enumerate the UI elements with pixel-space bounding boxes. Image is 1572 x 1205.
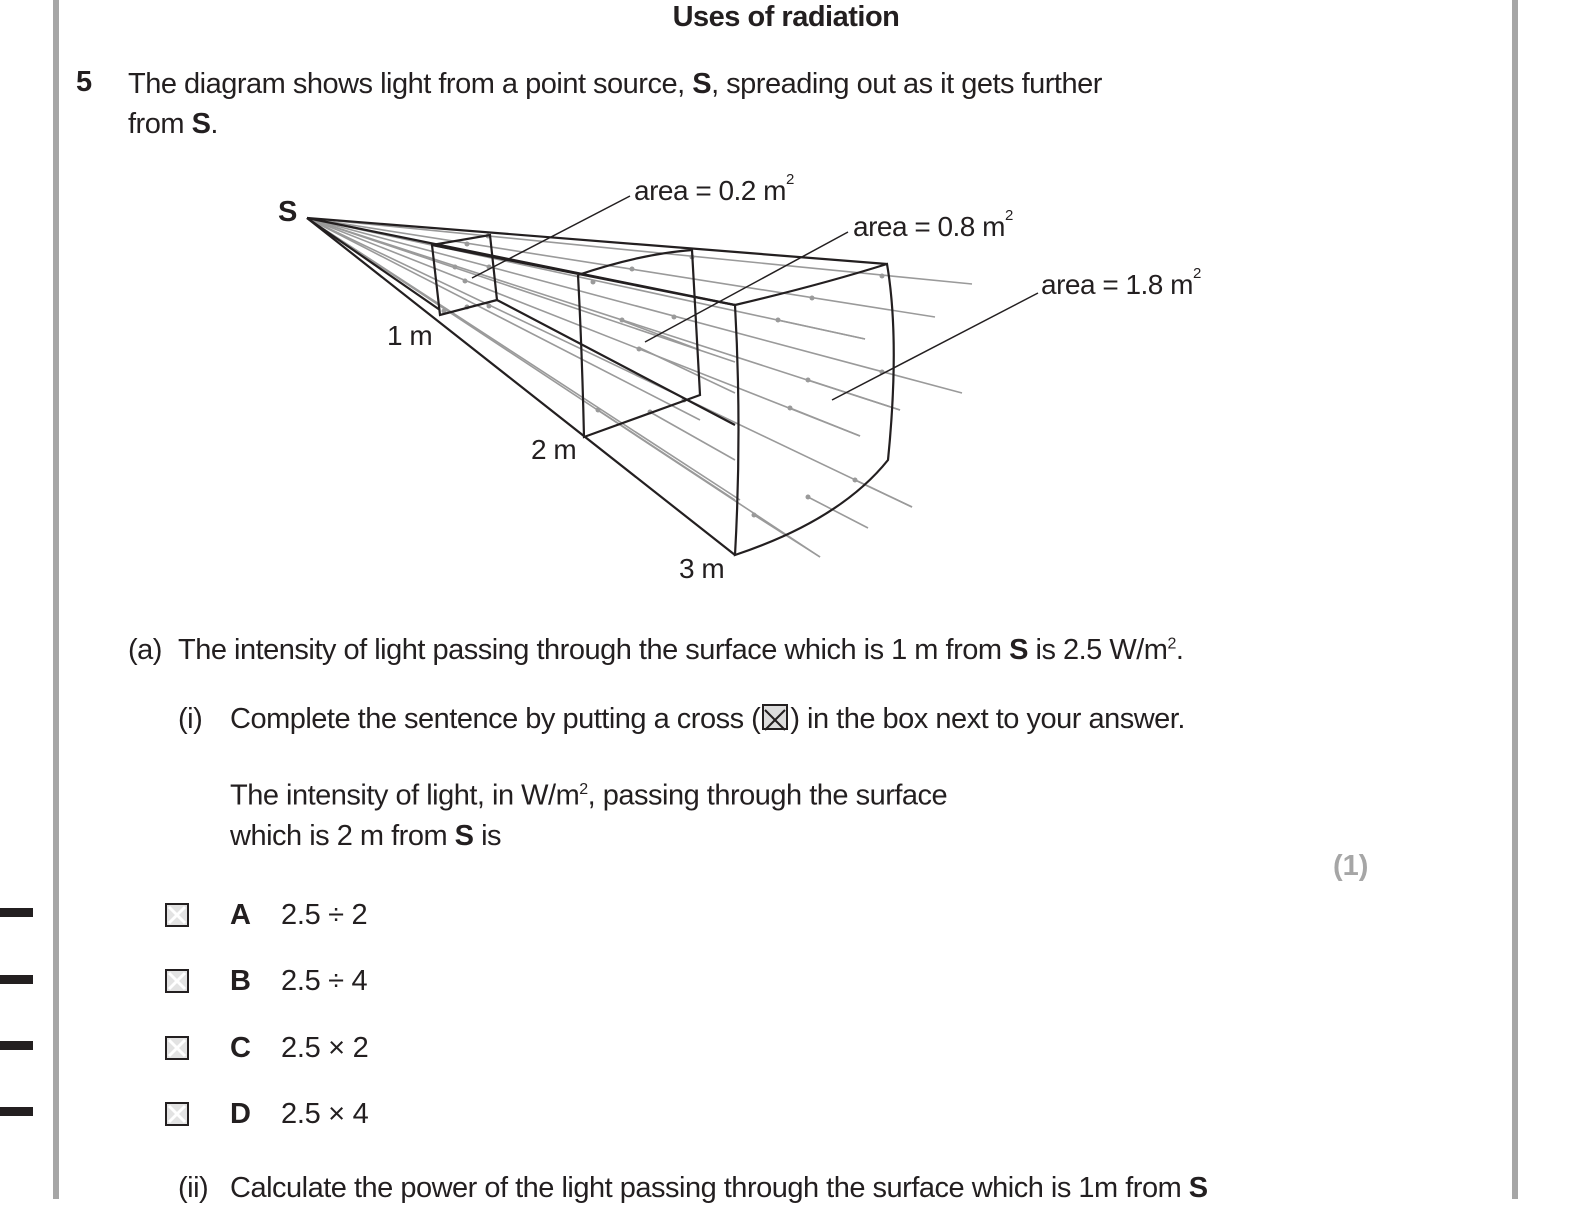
part-a-text-segment: The intensity of light passing through the surface which is 1 m from: [178, 634, 1010, 666]
part-ii-text-segment: Calculate the power of the light passing through the surface which is 1m from: [230, 1172, 1189, 1204]
stem-text: , passing through the surface: [587, 779, 948, 812]
question-number: 5: [76, 66, 93, 98]
source-symbol: S: [1188, 1172, 1208, 1204]
instruction-text: in the box next to your answer.: [799, 703, 1185, 735]
cross-box-example: ( ): [751, 703, 800, 735]
source-label: S: [278, 196, 298, 228]
option-expression: 2.5 × 4: [281, 1097, 369, 1130]
marks-indicator: (1): [1333, 850, 1369, 882]
option-letter: A: [230, 898, 251, 931]
option-expression: 2.5 ÷ 2: [281, 898, 368, 931]
source-symbol: S: [1009, 634, 1028, 666]
option-b[interactable]: [165, 964, 368, 997]
area-label-0-8: [853, 207, 1013, 243]
pyramid-outline: [307, 218, 894, 555]
question-text-part: from: [128, 108, 192, 140]
option-letter: C: [230, 1031, 251, 1064]
faint-cross-icon: [167, 1038, 187, 1058]
distance-label-1m: 1 m: [387, 320, 433, 351]
stem-text: The intensity of light, in W/m: [230, 779, 580, 812]
part-a-text-segment: .: [1175, 634, 1184, 666]
margin-tick: [0, 908, 33, 917]
answer-checkbox-b[interactable]: [165, 969, 189, 993]
area-exponent: 2: [785, 171, 794, 188]
page-title: Uses of radiation: [672, 1, 900, 33]
option-c[interactable]: [165, 1031, 369, 1064]
unit-exponent: 2: [579, 781, 588, 798]
option-expression: 2.5 × 2: [281, 1031, 369, 1064]
answer-checkbox-c[interactable]: [165, 1036, 189, 1060]
stem-text: is: [473, 819, 502, 852]
unit-exponent: 2: [1167, 635, 1176, 653]
source-symbol: S: [692, 68, 712, 100]
stem-text: which is 2 m from: [230, 819, 455, 852]
margin-tick: [0, 975, 33, 984]
part-ii-label: (ii): [178, 1172, 209, 1204]
option-d[interactable]: [165, 1097, 369, 1130]
part-a-text: [128, 634, 1183, 667]
question-text-part: The diagram shows light from a point source,: [128, 68, 693, 100]
question-text-part: , spreading out as it gets further: [711, 68, 1102, 100]
area-label-0-2: [634, 171, 794, 207]
margin-tick: [0, 1107, 33, 1116]
faint-cross-icon: [167, 1104, 187, 1124]
option-expression: 2.5 ÷ 4: [281, 964, 368, 997]
distance-label-3m: 3 m: [679, 553, 725, 584]
part-i-instruction: [178, 703, 1185, 736]
part-ii-text: [178, 1172, 1208, 1205]
part-i-label: (i): [178, 703, 203, 735]
option-letter: B: [230, 964, 251, 997]
margin-tick: [0, 1041, 33, 1050]
faint-cross-icon: [167, 905, 187, 925]
question-text-part: .: [210, 108, 218, 140]
answer-checkbox-a[interactable]: [165, 903, 189, 927]
area-label-1-8: [1041, 265, 1201, 301]
crossed-box-icon: [762, 704, 788, 730]
area-exponent: 2: [1192, 265, 1201, 282]
option-a[interactable]: [165, 898, 368, 931]
question-stem: [230, 770, 947, 856]
option-letter: D: [230, 1097, 251, 1130]
faint-cross-icon: [167, 971, 187, 991]
part-a-label: (a): [128, 634, 162, 666]
area-text: area = 0.8 m: [853, 211, 1005, 242]
area-text: area = 1.8 m: [1041, 269, 1193, 300]
part-a-text-segment: is 2.5 W/m: [1027, 634, 1168, 666]
distance-label-2m: 2 m: [531, 434, 577, 465]
instruction-text: Complete the sentence by putting a cross: [230, 703, 752, 735]
source-symbol: S: [191, 108, 211, 140]
answer-checkbox-d[interactable]: [165, 1102, 189, 1126]
source-symbol: S: [454, 819, 474, 852]
area-exponent: 2: [1004, 207, 1013, 224]
area-text: area = 0.2 m: [634, 175, 786, 206]
